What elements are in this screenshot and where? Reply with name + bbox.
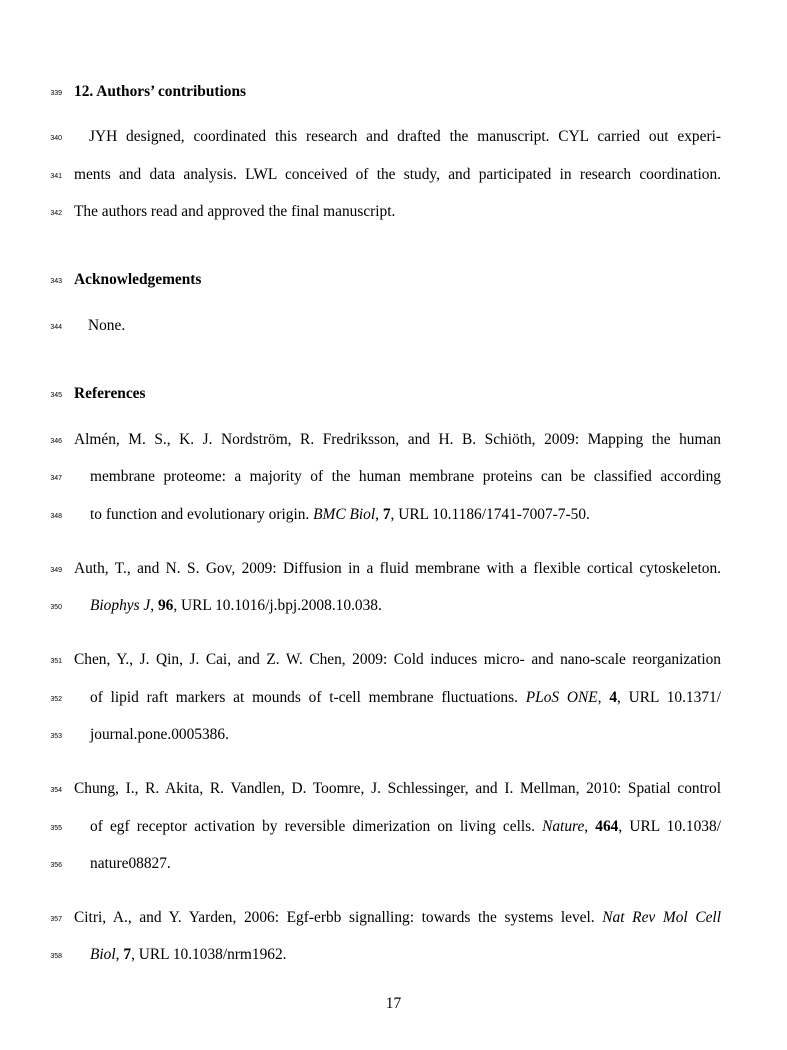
journal-name: Nat Rev Mol Cell: [602, 909, 721, 926]
journal-volume: 4: [609, 689, 618, 706]
journal-name: Biol: [90, 946, 116, 963]
line-number: 355: [50, 825, 62, 832]
reference-line: of lipid raft markers at mounds of t-cell membrane fluctuations. PLoS ONE, 4, URL 10.1371/: [90, 689, 721, 706]
reference-line: nature08827.: [90, 855, 171, 872]
reference-line: to function and evolutionary origin. BMC Biol, 7, URL 10.1186/1741-7007-7-50.: [90, 506, 590, 523]
line-number: 346: [50, 438, 62, 445]
reference-line: Chen, Y., J. Qin, J. Cai, and Z. W. Chen, 2009: Cold induces micro- and nano-scale reorganization: [74, 651, 721, 668]
paragraph-line: ments and data analysis. LWL conceived of the study, and participated in research coordination.: [74, 166, 721, 183]
journal-name: BMC Biol: [313, 506, 376, 523]
reference-line: Biol, 7, URL 10.1038/nrm1962.: [90, 946, 287, 963]
reference-line: membrane proteome: a majority of the human membrane proteins can be classified according: [90, 468, 721, 485]
line-number: 353: [50, 733, 62, 740]
line-number: 343: [50, 278, 62, 285]
reference-line: journal.pone.0005386.: [90, 726, 229, 743]
acknowledgements-text: None.: [88, 317, 126, 334]
line-number: 342: [50, 210, 62, 217]
line-number: 350: [50, 604, 62, 611]
paragraph-line: JYH designed, coordinated this research and drafted the manuscript. CYL carried out experi-: [89, 128, 721, 145]
reference-line: Chung, I., R. Akita, R. Vandlen, D. Toomre, J. Schlessinger, and I. Mellman, 2010: Spatial control: [74, 780, 721, 797]
reference-line: Almén, M. S., K. J. Nordström, R. Fredriksson, and H. B. Schiöth, 2009: Mapping the human: [74, 431, 721, 448]
line-number: 341: [50, 173, 62, 180]
journal-volume: 7: [123, 946, 132, 963]
journal-name: PLoS ONE: [525, 689, 598, 706]
line-number: 354: [50, 787, 62, 794]
reference-line: Auth, T., and N. S. Gov, 2009: Diffusion in a fluid membrane with a flexible cortical cytoskeleton.: [74, 560, 721, 577]
journal-name: Biophys J: [90, 597, 151, 614]
journal-volume: 7: [382, 506, 391, 523]
line-number: 351: [50, 658, 62, 665]
section-heading-contributions: 12. Authors’ contributions: [74, 83, 247, 100]
reference-line: Biophys J, 96, URL 10.1016/j.bpj.2008.10.038.: [90, 597, 382, 614]
line-number: 348: [50, 513, 62, 520]
line-number: 344: [50, 324, 62, 331]
line-number: 349: [50, 567, 62, 574]
line-number: 356: [50, 862, 62, 869]
journal-volume: 96: [157, 597, 174, 614]
reference-line: Citri, A., and Y. Yarden, 2006: Egf-erbb signalling: towards the systems level. Nat Rev Mol Cell: [74, 909, 721, 926]
section-heading-references: References: [74, 385, 146, 402]
paragraph-line: The authors read and approved the final manuscript.: [74, 203, 396, 220]
section-heading-acknowledgements: Acknowledgements: [74, 271, 202, 288]
line-number: 339: [50, 90, 62, 97]
line-number: 358: [50, 953, 62, 960]
journal-name: Nature: [542, 818, 585, 835]
page-number: 17: [385, 995, 402, 1012]
journal-volume: 464: [595, 818, 619, 835]
line-number: 352: [50, 696, 62, 703]
line-number: 347: [50, 475, 62, 482]
line-number: 357: [50, 916, 62, 923]
line-number: 345: [50, 392, 62, 399]
line-number: 340: [50, 135, 62, 142]
reference-line: of egf receptor activation by reversible dimerization on living cells. Nature, 464, URL 10.1038/: [90, 818, 721, 835]
